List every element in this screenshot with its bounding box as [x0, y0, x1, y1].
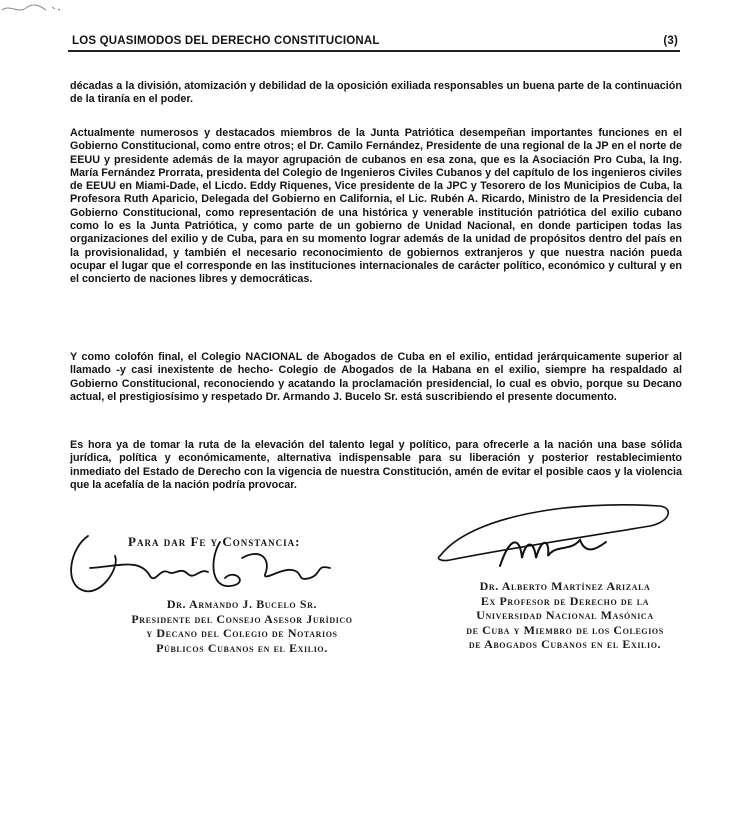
signatory-title: de Abogados Cubanos en el Exilio.: [468, 637, 662, 651]
running-header: [68, 34, 680, 52]
signatory-title: Universidad Nacional Masónica: [476, 608, 654, 622]
signatory-title: Presidente del Consejo Asesor Jurídico: [131, 611, 353, 626]
signatory-left: [92, 597, 392, 655]
certification-line: Para dar Fe y Constancia:: [128, 534, 301, 549]
paragraph: décadas a la división, atomización y debilidad de la oposición exiliada responsables un buena parte de la continuación de la tiranía en el poder.: [70, 80, 682, 106]
signatory-right: [415, 579, 715, 652]
signatory-name: Dr. Alberto Martínez Arizala: [479, 579, 651, 593]
page-number: (3): [663, 35, 678, 47]
paragraph: Es hora ya de tomar la ruta de la elevación del talento legal y político, para ofrecerle a la nación una base sólida jurídica, política y económicamente, alternativa indispensable para su liberación y posterior restablecimiento inmediato del Estado de Derecho con la vigencia de nuestra Constitución, amén de evitar el posible caos y la violencia que la acefalía de la nación podría provocar.: [70, 439, 682, 491]
scan-mark: [0, 0, 80, 20]
signature-right: [430, 496, 680, 576]
signatory-title: Públicos Cubanos en el Exilio.: [156, 640, 328, 655]
signatory-name: Dr. Armando J. Bucelo Sr.: [166, 597, 318, 611]
signatory-title: Ex Profesor de Derecho de la: [480, 593, 650, 608]
document-title: LOS QUASIMODOS DEL DERECHO CONSTITUCIONAL: [72, 35, 380, 47]
signatory-title: y Decano del Colegio de Notarios: [146, 626, 338, 640]
paragraph: Actualmente numerosos y destacados miembros de la Junta Patriótica desempeñan importantes funciones en el Gobierno Constitucional, como entre otros; el Dr. Camilo Fernández, Presidente de una regional de la JP en el norte de EEUU y presidente además de la mayor agrupación de cubanos en esa zona, que es la Asociación Pro Cuba, la Ing. María Fernández Prorrata, presidenta del Colegio de Ingenieros Civiles Cubanos y del capítulo de los ingenieros civiles de EEUU en Miami-Dade, el Licdo. Eddy Riquenes, Vice presidente de la JPC y Tesorero de los Municipios de Cuba, la Profesora Ruth Aparicio, Delegada del Gobierno en California, el Lic. Rubén A. Ricardo, Ministro de la Presidencia del Gobierno Constitucional, como representación de una histórica y venerable institución patriótica del exilio cubano como lo es la Junta Patriótica, y como parte de un gobierno de Unidad Nacional, en donde participen todas las organizaciones del exilio y de Cuba, para en su momento lograr además de la unidad de propósitos dentro del país en la provisionalidad, y también el necesario reconocimiento de gobiernos extranjeros y que nuestra nación pueda ocupar el lugar que el corresponde en las instituciones internacionales de carácter político, económico y cultural y en el concierto de naciones libres y democráticas.: [70, 127, 682, 286]
paragraph: Y como colofón final, el Colegio NACIONAL de Abogados de Cuba en el exilio, entidad jerárquicamente superior al llamado -y casi inexistente de hecho- Colegio de Abogados de la Habana en el exilio, siempre ha respaldado al Gobierno Constitucional, reconociendo y acatando la proclamación presidencial, lo cual es obvio, porque su Decano actual, el prestigiosísimo y respetado Dr. Armando J. Bucelo Sr. está suscribiendo el presente documento.: [70, 351, 682, 403]
signatory-title: de Cuba y Miembro de los Colegios: [466, 622, 664, 637]
